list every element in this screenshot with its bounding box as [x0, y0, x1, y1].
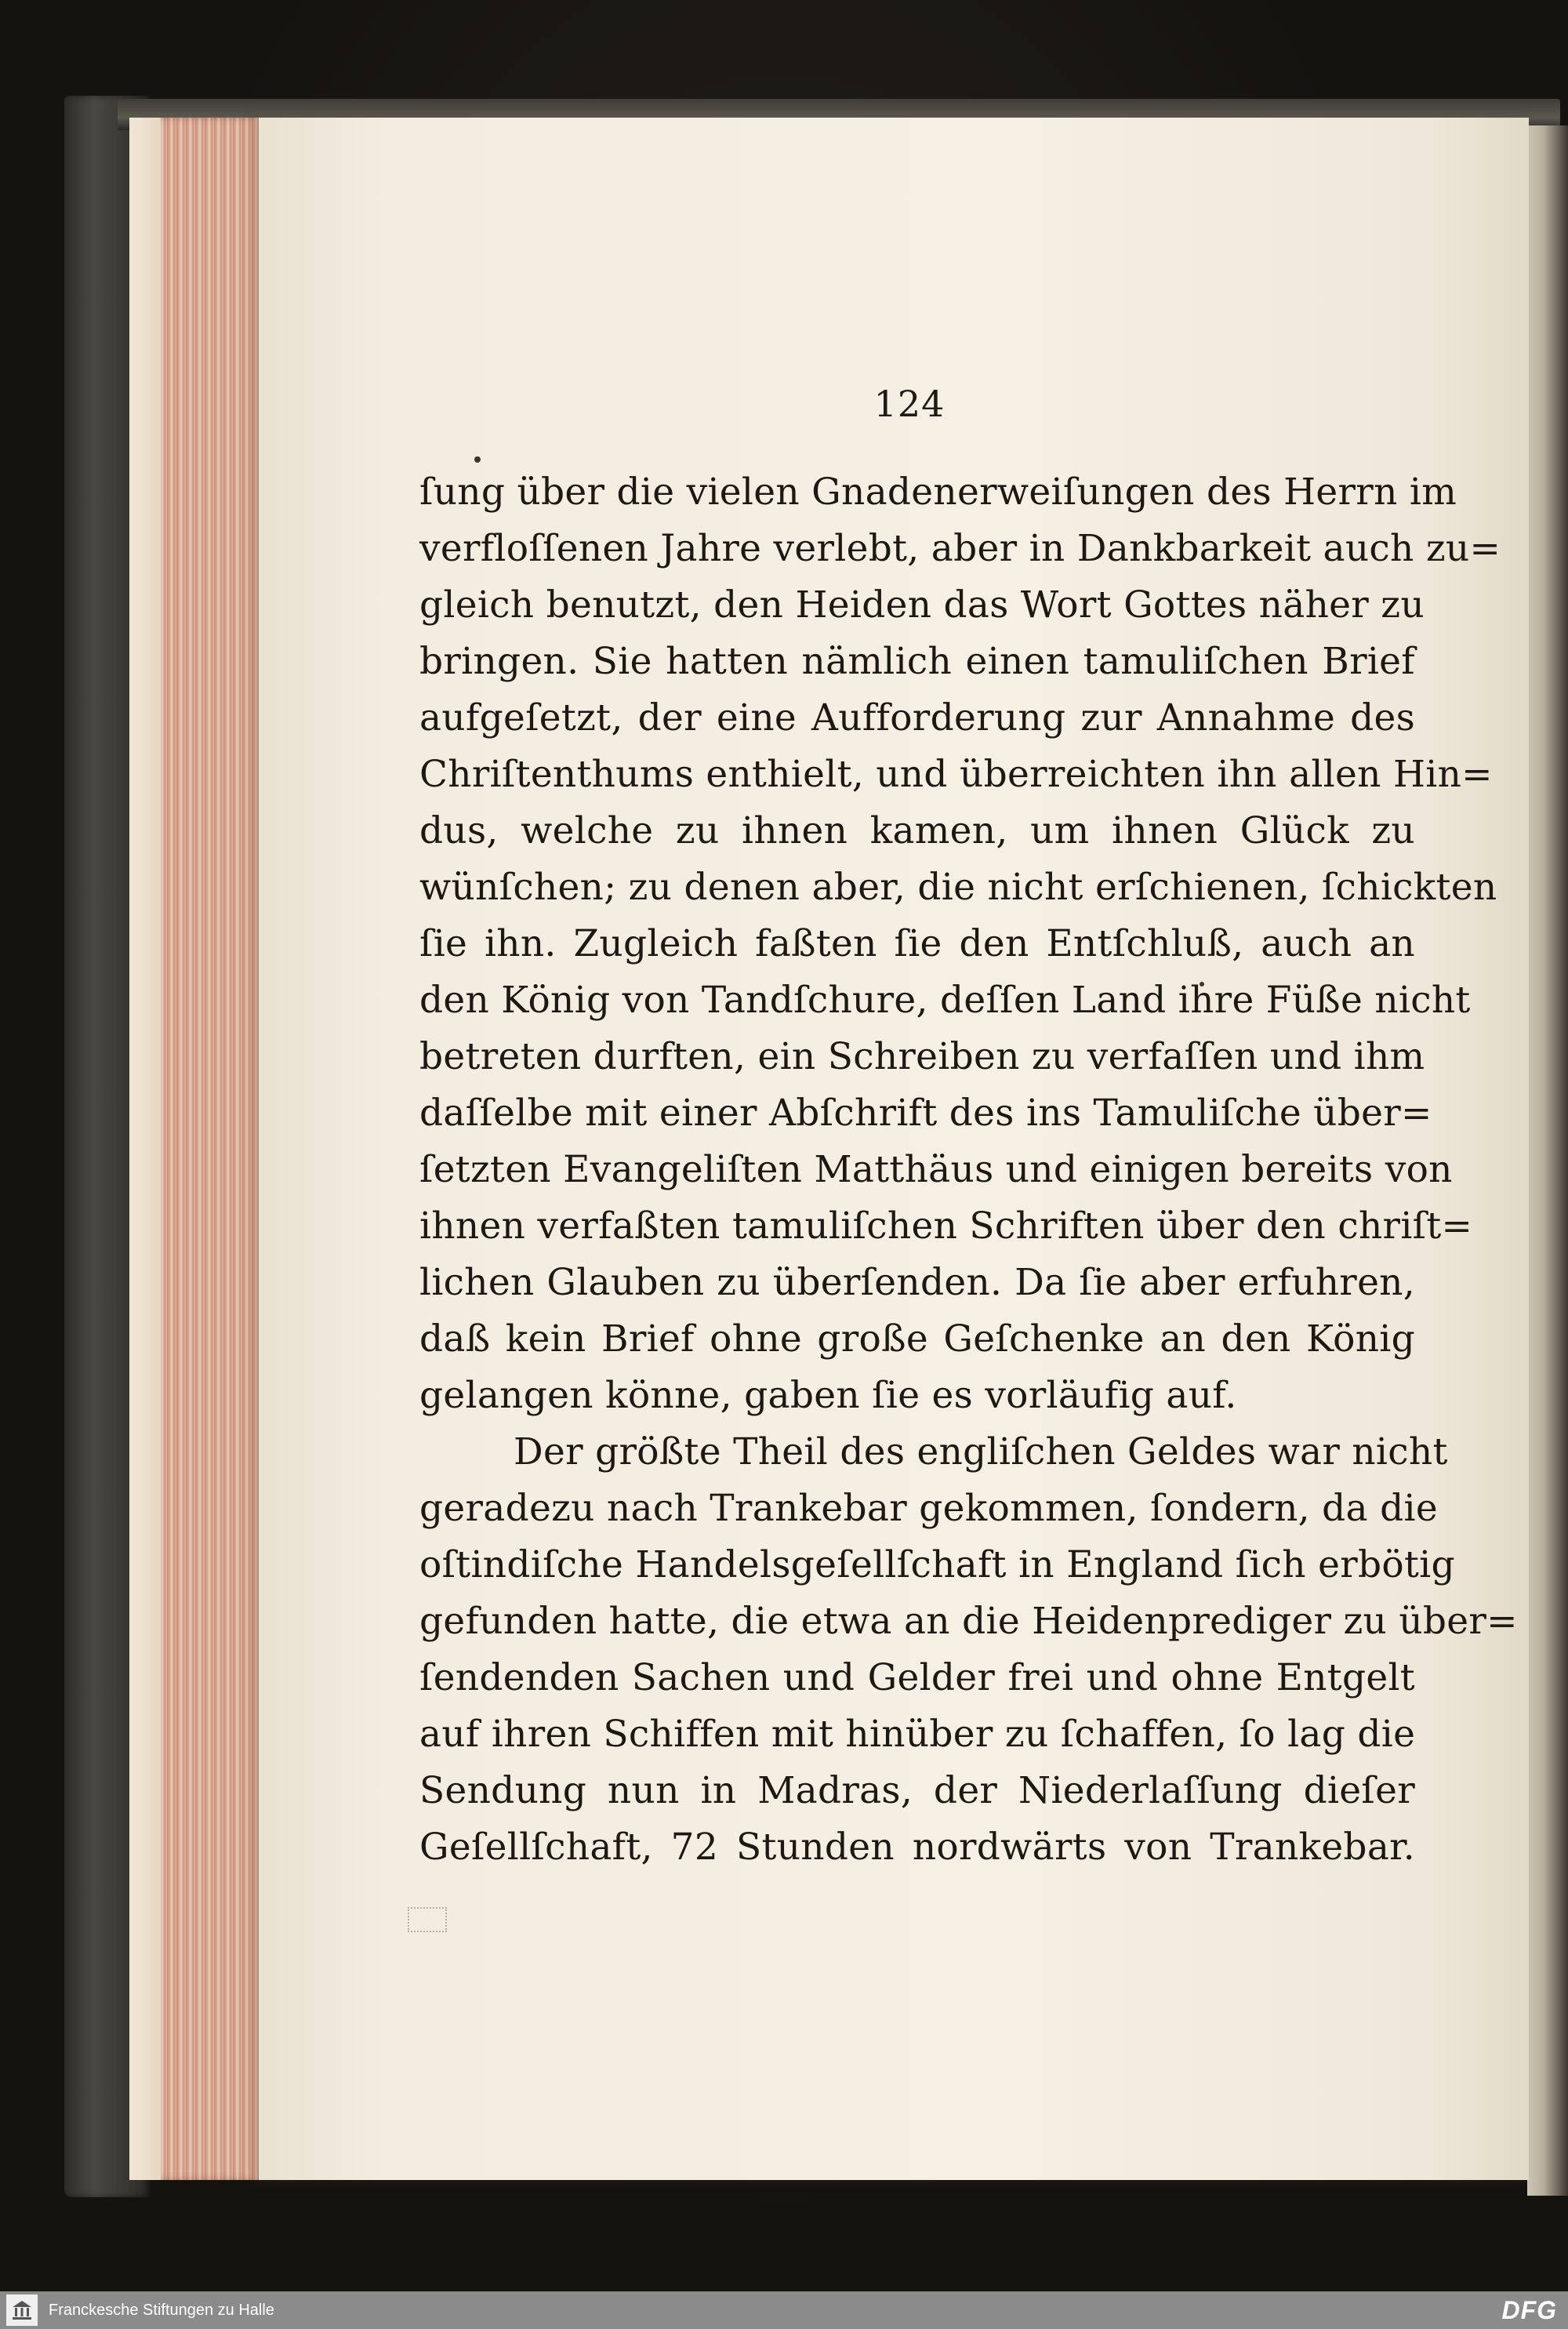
institution-name: Franckesche Stiftungen zu Halle	[49, 2301, 274, 2319]
page-text-body	[419, 464, 1518, 1876]
text-line: auf ihren Schiffen mit hinüber zu ſchaffen, ſo lag die	[419, 1713, 1416, 1756]
text-line: bringen. Sie hatten nämlich einen tamuliſchen Brief	[419, 640, 1415, 683]
text-line: daſſelbe mit einer Abſchrift des ins Tamuliſche über=	[419, 1092, 1432, 1135]
text-line: ſung über die vielen Gnadenerweiſungen des Herrn im	[419, 471, 1457, 514]
text-line: lichen Glauben zu überſenden. Da ſie aber erfuhren,	[419, 1261, 1415, 1304]
text-line: Chriſtenthums enthielt, und überreichten ihn allen Hin=	[419, 753, 1493, 796]
text-line: geradezu nach Trankebar gekommen, ſondern, da die	[419, 1487, 1438, 1530]
faint-stamp-mark	[408, 1907, 447, 1932]
ink-speck	[474, 456, 481, 463]
text-line: ihnen verfaßten tamuliſchen Schriften über den chriſt=	[419, 1204, 1473, 1248]
text-line: ſie ihn. Zugleich faßten ſie den Entſchluß, auch an	[419, 922, 1415, 965]
text-line: oſtindiſche Handelsgeſellſchaft in England ſich erbötig	[419, 1543, 1455, 1586]
page-block-light-edge	[129, 118, 161, 2180]
text-line: wünſchen; zu denen aber, die nicht erſchienen, ſchickten	[419, 866, 1497, 909]
footer-bar	[0, 2291, 1568, 2329]
building-icon	[10, 2298, 34, 2322]
dfg-label: DFG	[1501, 2296, 1557, 2324]
text-line: gleich benutzt, den Heiden das Wort Gottes näher zu	[419, 583, 1425, 627]
text-line: gefunden hatte, die etwa an die Heidenprediger zu über=	[419, 1600, 1518, 1643]
text-line: Sendung nun in Madras, der Niederlaſſung dieſer	[419, 1769, 1415, 1812]
text-line: Geſellſchaft, 72 Stunden nordwärts von Trankebar.	[419, 1826, 1415, 1869]
text-line: daß kein Brief ohne große Geſchenke an den König	[419, 1317, 1415, 1361]
text-line-paragraph-start: Der größte Theil des engliſchen Geldes war nicht	[514, 1430, 1448, 1473]
text-line: verfloſſenen Jahre verlebt, aber in Dankbarkeit auch zu=	[419, 527, 1501, 570]
text-line: den König von Tandſchure, deſſen Land ihre Füße nicht	[419, 979, 1471, 1022]
text-line: ſendenden Sachen und Gelder frei und ohne Entgelt	[419, 1656, 1415, 1699]
text-line-paragraph-end: gelangen könne, gaben ſie es vorläufig auf.	[419, 1374, 1237, 1417]
text-line: ſetzten Evangeliſten Matthäus und einigen bereits von	[419, 1148, 1453, 1191]
text-line: betreten durften, ein Schreiben zu verfaſſen und ihm	[419, 1035, 1425, 1078]
page-number: 124	[873, 383, 946, 425]
book-right-edge	[1527, 125, 1568, 2196]
institution-logo-icon	[6, 2294, 38, 2326]
text-line: dus, welche zu ihnen kamen, um ihnen Glück zu	[419, 809, 1415, 852]
text-line: aufgeſetzt, der eine Aufforderung zur Annahme des	[419, 696, 1415, 739]
